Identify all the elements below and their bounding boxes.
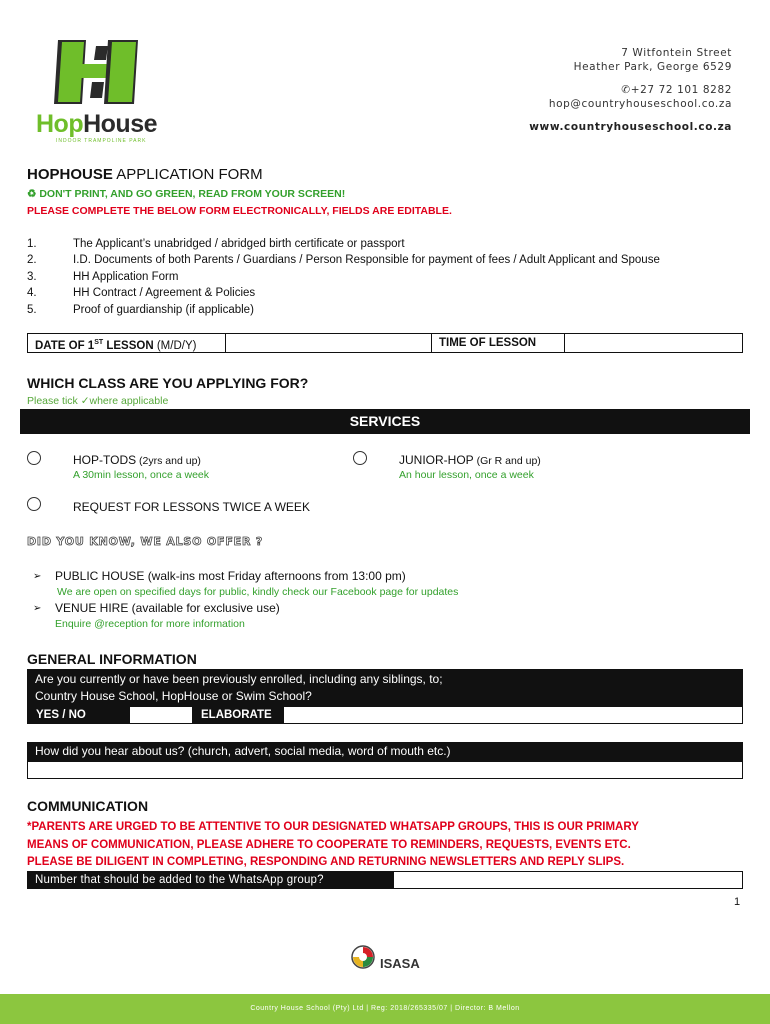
elaborate-input[interactable] xyxy=(284,707,742,723)
address-street: 7 Witfontein Street xyxy=(621,47,732,59)
list-item: 4. HH Contract / Agreement & Policies xyxy=(27,287,256,300)
services-banner: SERVICES xyxy=(20,409,750,434)
required-documents-list xyxy=(27,236,660,318)
juniorhop-label: JUNIOR-HOP (Gr R and up) xyxy=(399,453,541,467)
elaborate-label: ELABORATE xyxy=(192,707,284,723)
footer-bar: Country House School (Pty) Ltd | Reg: 2018/265335/07 | Director: B Mellon xyxy=(0,994,770,1024)
juniorhop-description: An hour lesson, once a week xyxy=(399,469,534,481)
time-of-lesson-input[interactable] xyxy=(566,334,742,352)
hoptods-description: A 30min lesson, once a week xyxy=(73,469,209,481)
list-item: 2. I.D. Documents of both Parents / Guardians / Person Responsible for payment of fees / Adult Applicant and Spouse xyxy=(27,254,660,267)
twice-weekly-label: REQUEST FOR LESSONS TWICE A WEEK xyxy=(73,500,310,514)
isasa-logo xyxy=(350,944,430,974)
whatsapp-icon: ✆ xyxy=(621,84,631,96)
enrolment-answer-row xyxy=(27,706,743,724)
list-item: 5. Proof of guardianship (if applicable) xyxy=(27,303,254,316)
yes-no-label: YES / NO xyxy=(28,707,130,723)
twice-weekly-radio[interactable] xyxy=(27,497,41,511)
yes-no-input[interactable] xyxy=(130,707,192,723)
address-phone: ✆+27 72 101 8282 xyxy=(621,84,732,96)
arrow-bullet-icon: ➢ xyxy=(33,603,42,614)
list-item: 3. HH Application Form xyxy=(27,270,179,283)
address-block xyxy=(529,46,732,134)
communication-heading: COMMUNICATION xyxy=(27,798,149,814)
offer-venue-hire-label: VENUE HIRE (available for exclusive use) xyxy=(55,601,280,615)
communication-notice: *PARENTS ARE URGED TO BE ATTENTIVE TO OUR DESIGNATED WHATSAPP GROUPS, THIS IS OUR PRIMARY MEANS OF COMMUNICATION, PLEASE ADHERE TO COOPERATE TO REMINDERS, REQUESTS, EVENTS ETC. PLEASE BE DILIGENT IN COMPLETING, RESPONDING AND RETURNING NEWSLETTERS AND REPLY SLIPS. xyxy=(27,821,639,868)
address-email[interactable]: hop@countryhouseschool.co.za xyxy=(548,98,732,110)
green-notice: ♻ DON'T PRINT, AND GO GREEN, READ FROM YOUR SCREEN! xyxy=(27,188,346,200)
hear-about-us-question: How did you hear about us? (church, advert, social media, word of mouth etc.) xyxy=(27,742,743,761)
time-of-lesson-label: TIME OF LESSON xyxy=(431,334,565,352)
tick-hint: Please tick ✓where applicable xyxy=(27,395,169,407)
recycle-icon: ♻ xyxy=(27,188,37,200)
isasa-emblem-icon xyxy=(350,944,376,970)
address-website[interactable]: www.countryhouseschool.co.za xyxy=(529,121,732,133)
date-of-first-lesson-input[interactable] xyxy=(227,334,457,352)
offer-public-house-description: We are open on specified days for public, kindly check our Facebook page for updates xyxy=(57,586,459,598)
enrolment-question: Are you currently or have been previously enrolled, including any siblings, to; Country House School, HopHouse or Swim School? xyxy=(27,669,743,707)
hoptods-label: HOP-TODS (2yrs and up) xyxy=(73,453,201,467)
whatsapp-number-input[interactable] xyxy=(394,872,742,888)
general-information-heading: GENERAL INFORMATION xyxy=(27,651,197,667)
class-question-heading: WHICH CLASS ARE YOU APPLYING FOR? xyxy=(27,375,309,391)
did-you-know-heading: DID YOU KNOW, WE ALSO OFFER ? xyxy=(27,535,264,548)
list-item: 1. The Applicant’s unabridged / abridged birth certificate or passport xyxy=(27,238,405,250)
hear-about-us-input[interactable] xyxy=(27,761,743,779)
arrow-bullet-icon: ➢ xyxy=(33,571,42,582)
logo-wordmark xyxy=(36,110,157,139)
lesson-row xyxy=(27,333,743,353)
hh-logo-mark-icon xyxy=(48,36,168,108)
logo-word-house: House xyxy=(83,110,158,138)
logo-word-hop: Hop xyxy=(36,110,84,138)
juniorhop-radio[interactable] xyxy=(353,451,367,465)
address-area: Heather Park, George 6529 xyxy=(573,61,732,73)
whatsapp-row xyxy=(27,871,743,889)
red-notice: PLEASE COMPLETE THE BELOW FORM ELECTRONICALLY, FIELDS ARE EDITABLE. xyxy=(27,205,452,217)
hophouse-logo xyxy=(36,36,178,146)
whatsapp-number-label: Number that should be added to the WhatsApp group? xyxy=(28,872,394,888)
offer-public-house-label: PUBLIC HOUSE (walk-ins most Friday afternoons from 13:00 pm) xyxy=(55,569,406,583)
isasa-wordmark: ISASA xyxy=(380,956,420,971)
offer-venue-hire-description: Enquire @reception for more information xyxy=(55,618,245,630)
page-number: 1 xyxy=(734,896,741,908)
date-of-first-lesson-label: DATE OF 1ST LESSON (M/D/Y) xyxy=(28,334,226,352)
hoptods-radio[interactable] xyxy=(27,451,41,465)
form-title: HOPHOUSE APPLICATION FORM xyxy=(27,166,263,183)
logo-tagline: INDOOR TRAMPOLINE PARK xyxy=(56,138,147,144)
